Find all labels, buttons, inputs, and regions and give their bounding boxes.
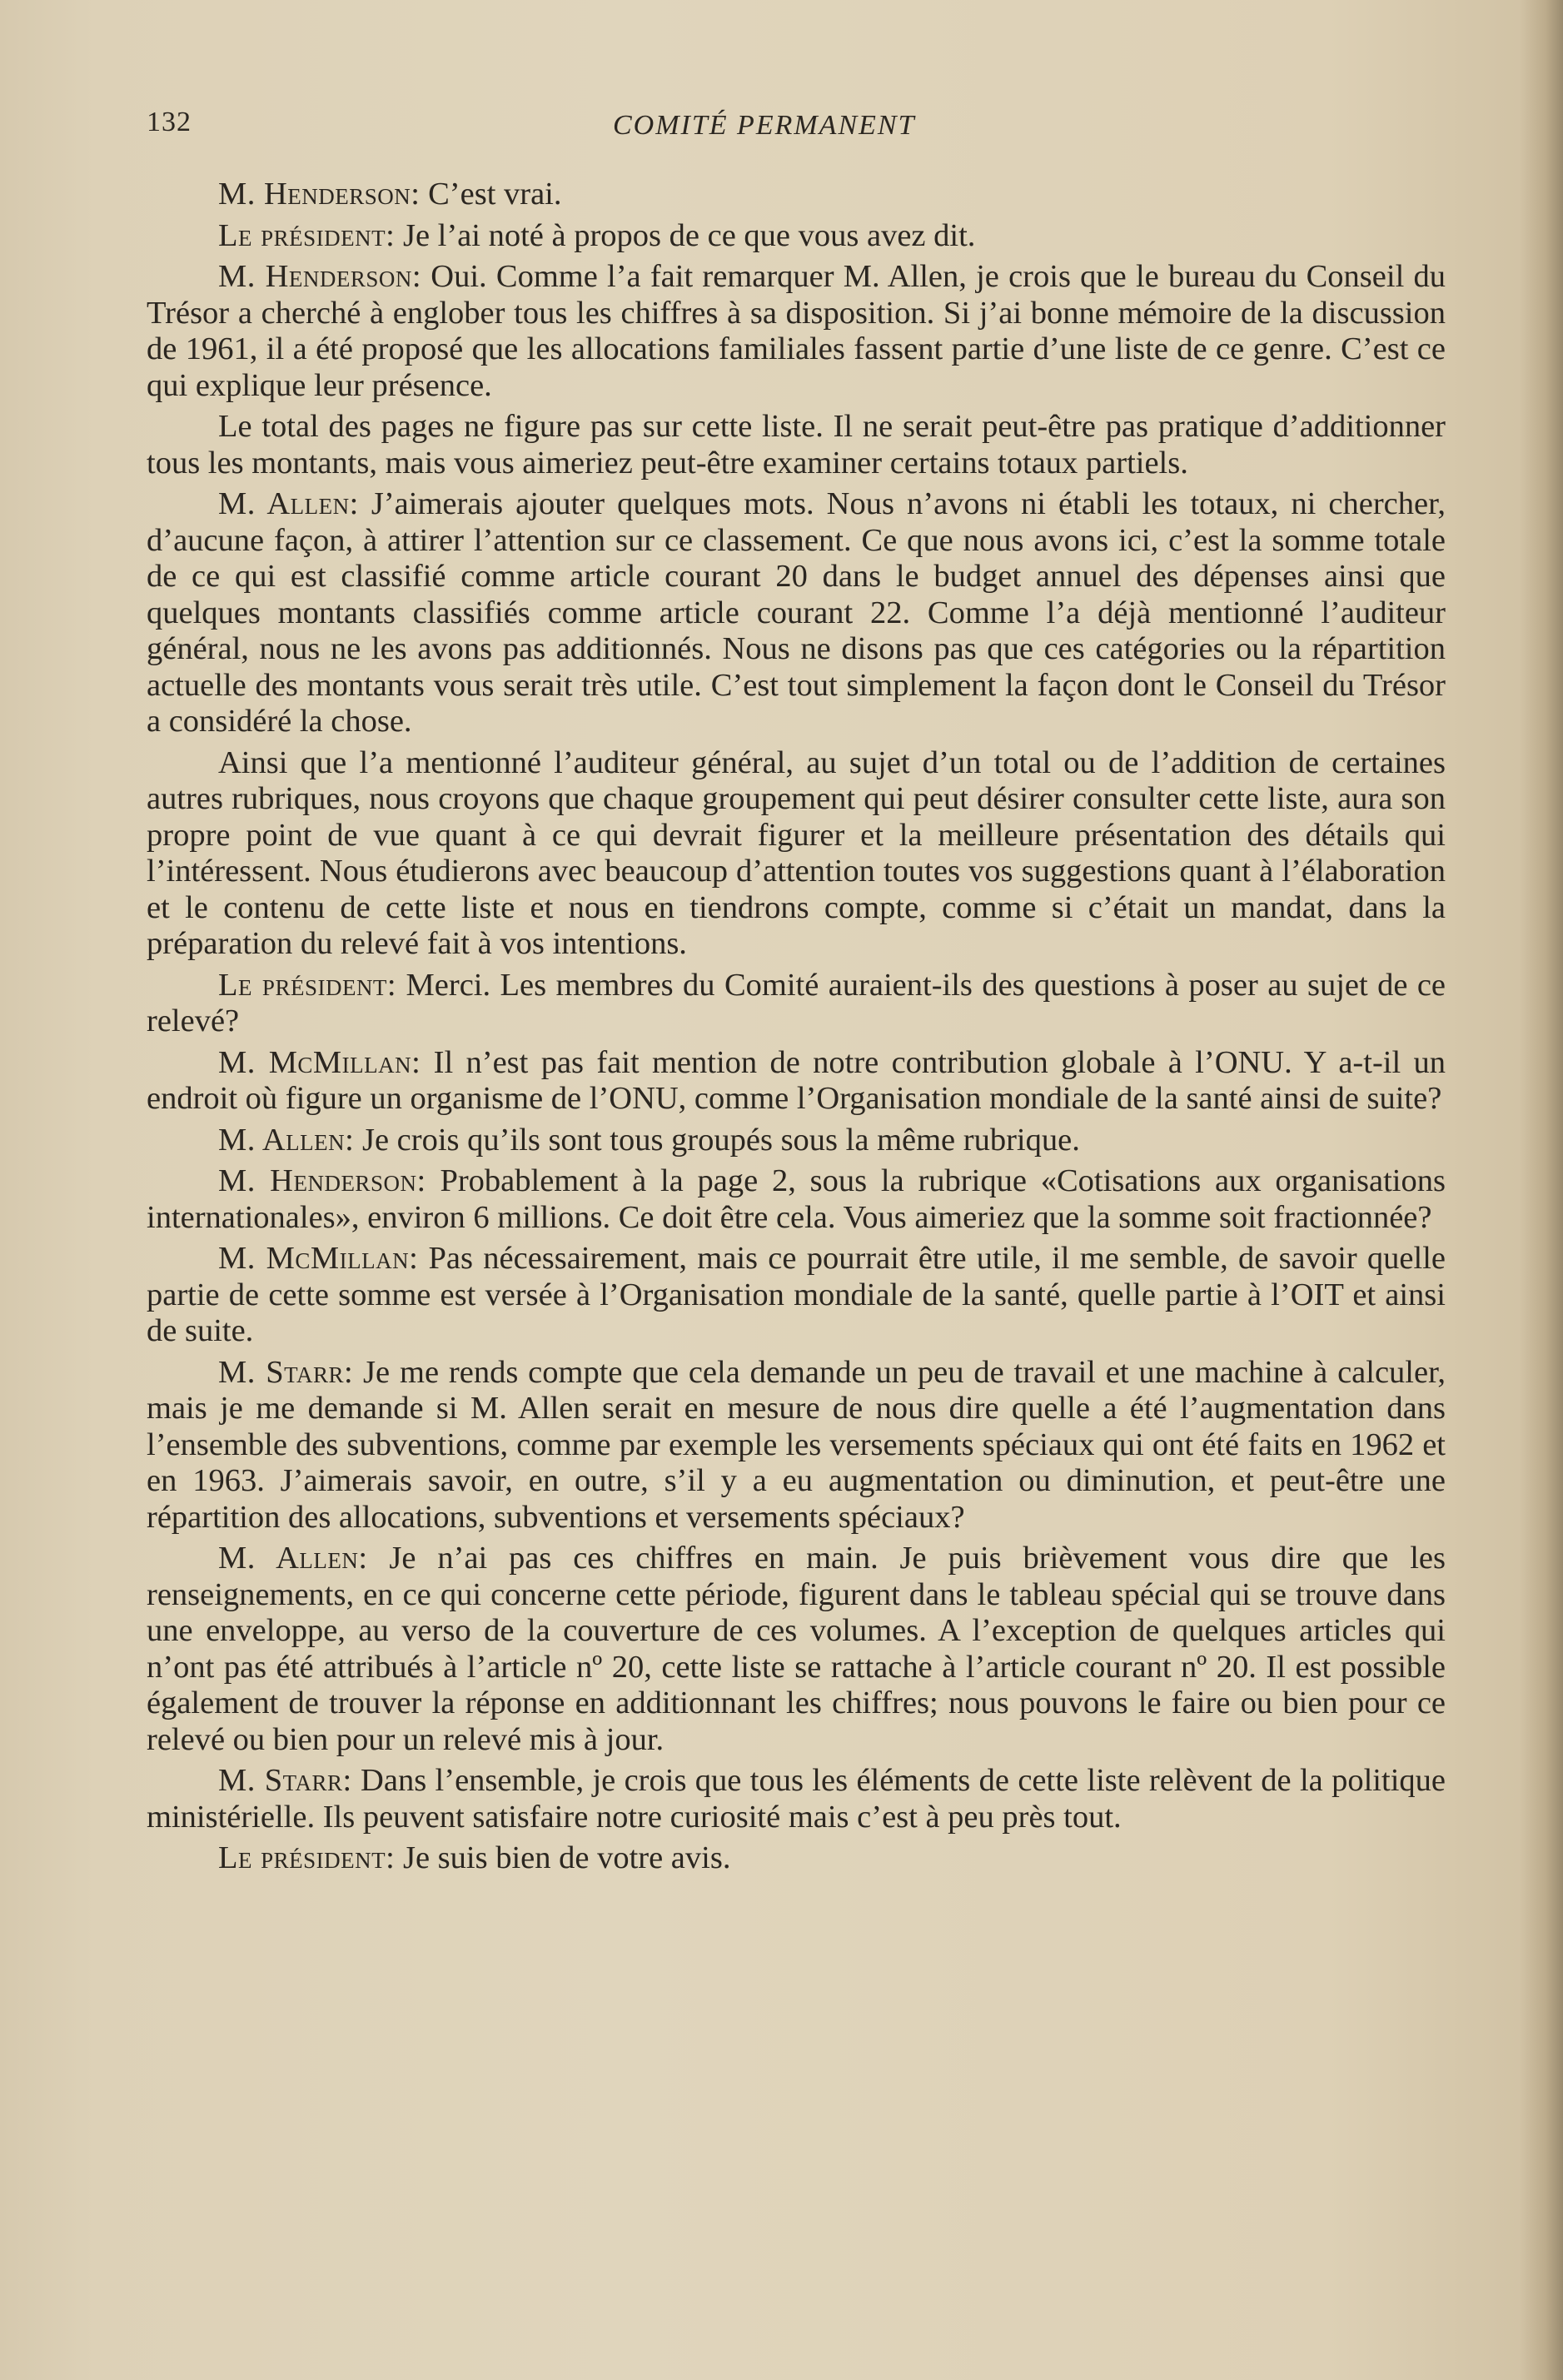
running-title: COMITÉ PERMANENT	[613, 110, 916, 141]
speaker-name: M. Allen:	[218, 1541, 368, 1576]
speaker-name: M. Henderson:	[218, 259, 422, 294]
paragraph	[147, 259, 1446, 404]
speaker-name: Le président:	[218, 1840, 396, 1875]
paragraph	[147, 1355, 1446, 1536]
page-number: 132	[147, 107, 192, 137]
speaker-name: M. Allen:	[218, 1122, 355, 1158]
paragraph-text: Oui. Comme l’a fait remarquer M. Allen, je crois que le bureau du Conseil du Trésor a cherché à englober tous les chiffres à sa disposition. Si j’ai bonne mémoire de la discussion de 1961, il a été proposé que les allocations familiales fassent partie d’une liste de ce genre. C’est ce qui explique leur présence.	[147, 259, 1446, 403]
paragraph-text: Je n’ai pas ces chiffres en main. Je puis brièvement vous dire que les renseignements, en ce qui concerne cette période, figurent dans le tableau spécial qui se trouve dans une enveloppe, au verso de la couverture de ces volumes. A l’exception de quelques articles qui n’ont pas été attribués à l’article nº 20, cette liste se rattache à l’article courant nº 20. Il est possible également de trouver la réponse en additionnant les chiffres; nous pouvons le faire ou bien pour ce relevé ou bien pour un relevé mis à jour.	[147, 1541, 1446, 1757]
paragraph-text: Je suis bien de votre avis.	[395, 1840, 731, 1875]
paragraph-text: C’est vrai.	[420, 177, 562, 212]
paragraph-text: J’aimerais ajouter quelques mots. Nous n’avons ni établi les totaux, ni chercher, d’aucune façon, à attirer l’attention sur ce classement. Ce que nous avons ici, c’est la somme totale de ce qui est classifié comme article courant 20 dans le budget annuel des dépenses ainsi que quelques montants classifiés comme article courant 22. Comme l’a déjà mentionné l’auditeur général, nous ne les avons pas additionnés. Nous ne disons pas que ces catégories ou la répartition actuelle des montants vous serait très utile. C’est tout simplement la façon dont le Conseil du Trésor a considéré la chose.	[147, 486, 1446, 739]
paragraph-text: Probablement à la page 2, sous la rubrique «Cotisations aux organisations internationales», environ 6 millions. Ce doit être cela. Vous aimeriez que la somme soit fractionnée?	[147, 1163, 1446, 1235]
paragraph	[147, 486, 1446, 740]
speaker-name: M. McMillan:	[218, 1241, 419, 1276]
paragraph	[147, 1840, 1446, 1877]
speaker-name: M. Allen:	[218, 486, 359, 521]
paragraph-text: Pas nécessairement, mais ce pourrait être utile, il me semble, de savoir quelle partie de cette somme est versée à l’Organisation mondiale de la santé, quelle partie à l’OIT et ainsi de suite.	[147, 1241, 1446, 1348]
paragraph-text: Dans l’ensemble, je crois que tous les éléments de cette liste relèvent de la politique ministérielle. Ils peuvent satisfaire notre curiosité mais c’est à peu près tout.	[147, 1763, 1446, 1835]
paragraph	[147, 1163, 1446, 1236]
paragraph-text: Ainsi que l’a mentionné l’auditeur général, au sujet d’un total ou de l’addition de certaines autres rubriques, nous croyons que chaque groupement qui peut désirer consulter cette liste, aura son propre point de vue quant à ce qui devrait figurer et la meilleure présentation des détails qui l’intéressent. Nous étudierons avec beaucoup d’attention toutes vos suggestions quant à l’élaboration et le contenu de cette liste et nous en tiendrons compte, comme si c’était un mandat, dans la préparation du relevé fait à vos intentions.	[147, 744, 1446, 961]
speaker-name: M. Starr:	[218, 1763, 352, 1798]
speaker-name: Le président:	[218, 217, 396, 253]
speaker-name: M. Henderson:	[218, 1163, 426, 1198]
transcript-body	[147, 177, 1446, 1882]
paragraph	[147, 745, 1446, 963]
paragraph	[147, 968, 1446, 1040]
speaker-name: M. Henderson:	[218, 177, 421, 212]
paragraph	[147, 1241, 1446, 1350]
page-edge-shadow	[1520, 0, 1563, 2380]
paragraph-text: Le total des pages ne figure pas sur cette liste. Il ne serait peut-être pas pratique d’additionner tous les montants, mais vous aimeriez peut-être examiner certains totaux partiels.	[147, 409, 1446, 480]
paragraph	[147, 1541, 1446, 1758]
paragraph-text: Merci. Les membres du Comité auraient-ils des questions à poser au sujet de ce relevé?	[147, 967, 1446, 1038]
paragraph	[147, 177, 1446, 213]
page-header	[147, 107, 1446, 157]
paragraph	[147, 1763, 1446, 1835]
paragraph	[147, 409, 1446, 481]
paragraph-text: Il n’est pas fait mention de notre contribution globale à l’ONU. Y a-t-il un endroit où figure un organisme de l’ONU, comme l’Organisation mondiale de la santé ainsi de suite?	[147, 1044, 1446, 1116]
paragraph-text: Je me rends compte que cela demande un peu de travail et une machine à calculer, mais je me demande si M. Allen serait en mesure de nous dire quelle a été l’augmentation dans l’ensemble des subventions, comme par exemple les versements spéciaux qui ont été faits en 1962 et en 1963. J’aimerais savoir, en outre, s’il y a eu augmentation ou diminution, et peut-être une répartition des allocations, subventions et versements spéciaux?	[147, 1354, 1446, 1535]
speaker-name: M. Starr:	[218, 1354, 354, 1390]
speaker-name: Le président:	[218, 967, 397, 1003]
paragraph	[147, 1045, 1446, 1118]
paragraph-text: Je l’ai noté à propos de ce que vous avez dit.	[395, 217, 976, 253]
paragraph	[147, 1123, 1446, 1159]
paragraph	[147, 218, 1446, 255]
paragraph-text: Je crois qu’ils sont tous groupés sous la même rubrique.	[354, 1122, 1080, 1158]
speaker-name: M. McMillan:	[218, 1044, 421, 1080]
